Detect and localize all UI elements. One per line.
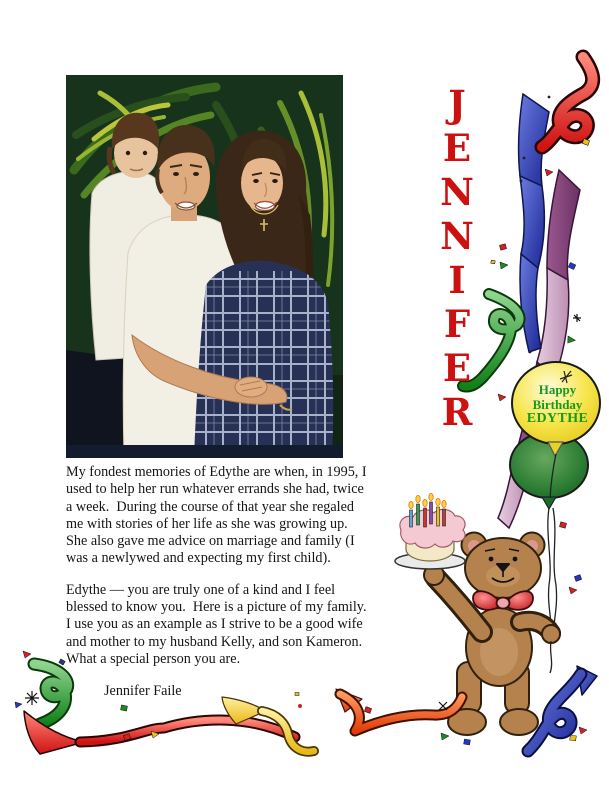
text-line: blessed to know you. Here is a picture of my family. [66, 599, 367, 616]
text-line: What a special person you are. [66, 650, 241, 667]
red-curl-streamer [542, 57, 593, 147]
name-letter: J [448, 82, 466, 126]
family-portrait-photo [66, 75, 343, 458]
balloon-greeting-line: Happy [538, 382, 577, 397]
text-line: me with stories of her life as she was growing up. [66, 515, 348, 532]
text-line: She also gave me advice on marriage and family (I [66, 533, 355, 550]
text-line: was a newlywed and expecting my first child). [66, 550, 331, 567]
candle-flames [409, 493, 446, 508]
text-line: and mother to my husband Kelly, and son Kameron. [66, 633, 363, 650]
text-line: My fondest memories of Edythe are when, in 1995, I [66, 464, 367, 480]
name-letter: I [448, 258, 466, 302]
green-curl-streamer-bottom-left [34, 664, 68, 724]
balloon-greeting-line: Birthday [532, 396, 583, 412]
name-letter: N [440, 170, 474, 214]
text-line: used to help her run whatever errands she had, twice [66, 481, 364, 498]
text-line: I use you as an example as I strive to be a good wife [66, 616, 363, 633]
name-letter: F [443, 302, 471, 346]
vertical-name [434, 82, 480, 434]
paragraph-1 [66, 464, 367, 568]
loose-string [550, 641, 552, 673]
text-line: Edythe — you are truly one of a kind and I feel [66, 581, 336, 598]
balloon-greeting [509, 383, 606, 427]
signature: Jennifer Faile [104, 683, 182, 700]
text-line: a week. During the course of that year she regaled [66, 498, 354, 515]
balloon-greeting-line: EDYTHE [526, 411, 589, 426]
name-letter: E [442, 126, 472, 170]
name-letter: N [440, 214, 474, 258]
blue-curl-streamer-bottom-right [528, 666, 597, 751]
name-letter: R [441, 390, 473, 434]
name-letter: E [442, 346, 472, 390]
birthday-cake-icon [395, 493, 465, 569]
red-twist-streamer-bottom [24, 711, 295, 754]
paragraph-2 [66, 582, 367, 668]
memory-text [66, 464, 367, 701]
